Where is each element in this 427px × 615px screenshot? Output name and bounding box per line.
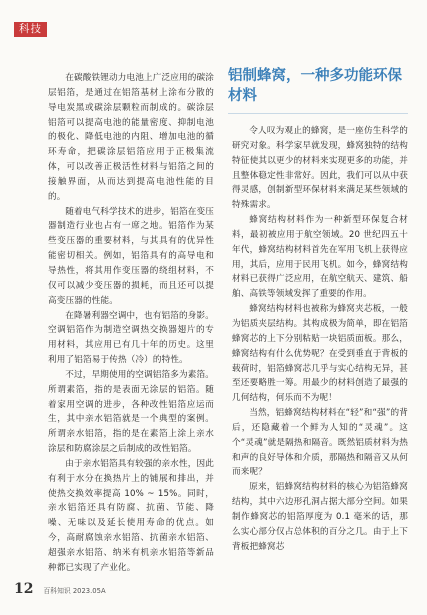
publication-label: 百科知识 2023.05A bbox=[43, 587, 106, 595]
paragraph: 原来，铝蜂窝结构材料的核心为铝箔蜂窝结构，其中六边形孔洞占据大部分空间。如果制作蜂窝芯的铝箔厚度为 0.1 毫米的话，那么实心部分仅占总体积的百分之几。由于上下背板把蜂窝芯 bbox=[232, 482, 408, 552]
paragraph: 不过，早期使用的空调铝箔多为素箔。所谓素箔，指的是表面无涂层的铝箔。随着家用空调的进步，各种改性铝箔应运而生，其中亲水铝箔就是一个典型的案例。所谓亲水铝箔，指的是在素箔上涂上亲水涂层和防腐涂层之后制成的改性铝箔。 bbox=[48, 369, 214, 455]
paragraph: 在碳酸铁锂动力电池上广泛应用的碳涂层铝箔，是通过在铝箔基材上涂布分散的导电炭黑或碳涂层颗粒而制成的。碳涂层铝箔可以提高电池的能量密度、抑制电池的极化、降低电池的内阻、增加电池的循环寿命，把碳涂层铝箔应用于正极集流体，可以改善正极活性材料与铝箔之间的接触界面，从而达到提高电池性能的目的。 bbox=[48, 73, 214, 202]
paragraph: 随着电气科学技术的进步，铝箔在变压器制造行业也占有一席之地。铝箔作为某些变压器的重要材料，与其具有的优异性能密切相关。例如，铝箔具有的高导电和导热性，将其用作变压器的绕组材料，不仅可以减少变压器的损耗，而且还可以提高变压器的性能。 bbox=[48, 206, 214, 306]
paragraph: 蜂窝结构材料作为一种新型环保复合材料，最初被应用于航空领域。20 世纪四五十年代，蜂窝结构材料首先在军用飞机上获得应用，其后，应用于民用飞机。如今，蜂窝结构材料已获得广泛应用，在航空航天、建筑、船舶、高铁等领域发挥了重要的作用。 bbox=[232, 215, 408, 300]
left-column bbox=[48, 71, 214, 576]
paragraph: 令人叹为观止的蜂窝，是一座仿生科学的研究对象。科学家早就发现，蜂窝独特的结构特征使其以更少的材料来实现更多的功能，并且整体稳定性非常好。因此，我们可以从中获得灵感，创制新型环保材料来满足某些领域的特殊需求。 bbox=[232, 126, 408, 211]
headline-divider bbox=[228, 113, 408, 114]
section-tag: 科技 bbox=[14, 22, 47, 37]
page-footer bbox=[14, 581, 106, 597]
paragraph: 蜂窝结构材料也被称为蜂窝夹芯板，一般为铝质夹层结构。其构成极为简单，即在铝箔蜂窝芯的上下分别粘贴一块铝质面板。那么，蜂窝结构有什么优势呢？在受到垂直于背板的载荷时，铝箔蜂窝芯几乎与实心结构无异，甚至还要略胜一筹。用最少的材料创造了最强的几何结构，何乐而不为呢！ bbox=[232, 304, 408, 404]
paragraph: 由于亲水铝箔具有较强的亲水性，因此有利于水分在换热片上的铺展和排出，并使热交换效率提高 10% ~ 15%。同时，亲水铝箔还具有防腐、抗菌、节能、降噪、无味以及延长使用寿命的优点。如今，高耐腐蚀亲水铝箔、抗菌亲水铝箔、超强亲水铝箔、纳米有机亲水铝箔等新品种都已实现了产业化。 bbox=[48, 458, 214, 573]
page-number: 12 bbox=[14, 581, 34, 597]
right-column bbox=[232, 124, 408, 554]
paragraph: 在降暑利器空调中，也有铝箔的身影。空调铝箔作为制造空调热交换器翅片的专用材料，其应用已有几十年的历史。这里利用了铝箔易于传热（冷）的特性。 bbox=[48, 310, 214, 366]
article-headline: 铝制蜂窝，一种多功能环保材料 bbox=[228, 67, 402, 104]
paragraph: 当然，铝蜂窝结构材料在“轻”和“强”的背后，还隐藏着一个鲜为人知的“灵魂”。这个“灵魂”就是隔热和隔音。既然铝质材料为热和声的良好导体和介质，那隔热和隔音又从何而来呢？ bbox=[232, 408, 408, 478]
